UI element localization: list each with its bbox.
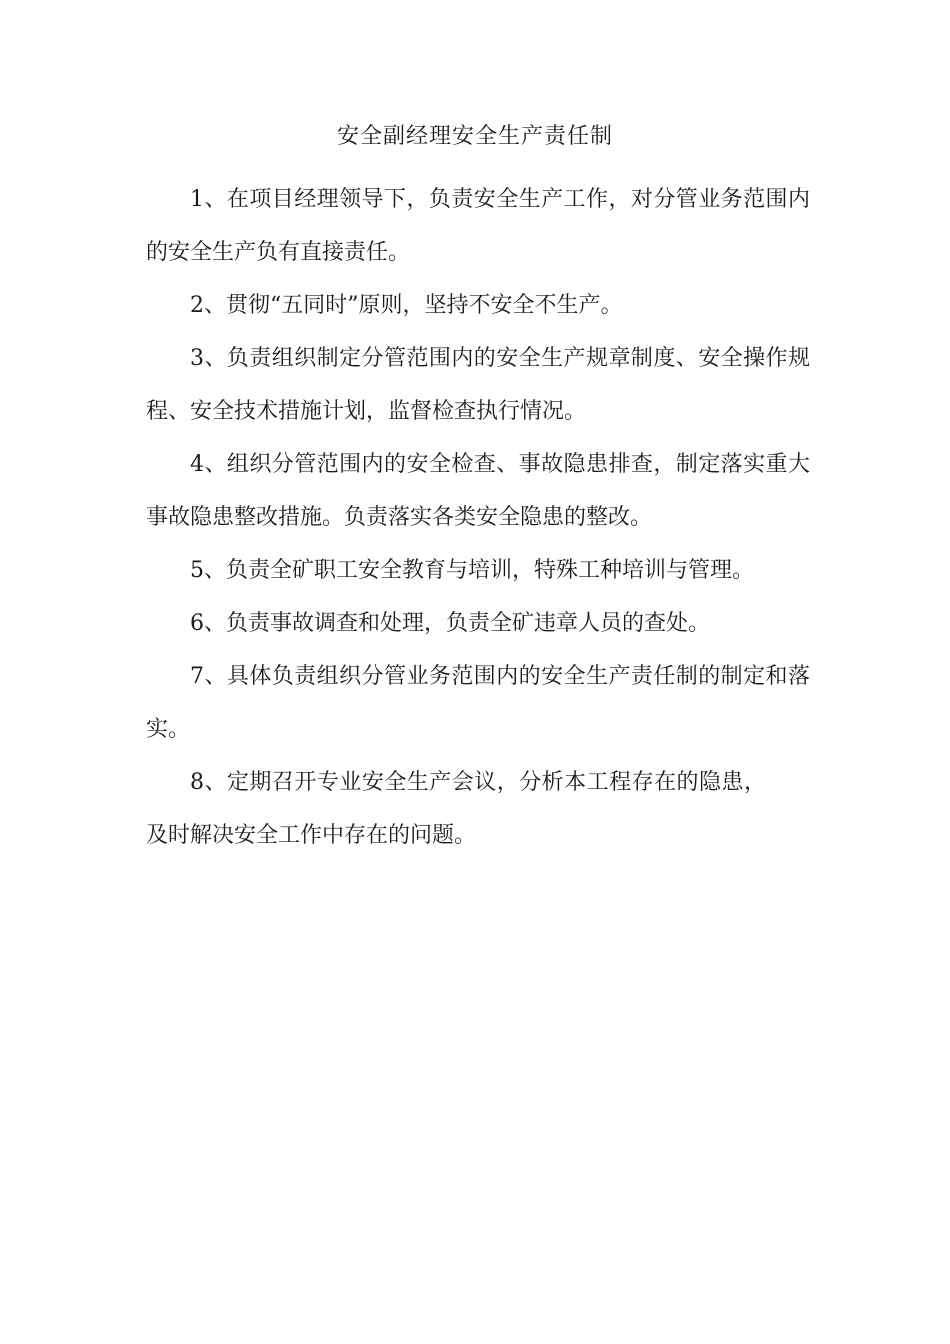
paragraph-2: 2、贯彻“五同时”原则，坚持不安全不生产。 (190, 293, 623, 318)
paragraph-8: 8、定期召开专业安全生产会议，分析本工程存在的隐患，及时解决安全工作中存在的问题。 (146, 770, 766, 848)
paragraph-7: 7、具体负责组织分管业务范围内的安全生产责任制的制定和落实。 (146, 664, 810, 742)
paragraph-3: 3、负责组织制定分管范围内的安全生产规章制度、安全操作规程、安全技术措施计划，监督检查执行情况。 (146, 346, 810, 424)
paragraph-4: 4、组织分管范围内的安全检查、事故隐患排查，制定落实重大事故隐患整改措施。负责落实各类安全隐患的整改。 (146, 452, 810, 530)
document-body (146, 173, 810, 862)
paragraph-5: 5、负责全矿职工安全教育与培训，特殊工种培训与管理。 (190, 558, 754, 583)
paragraph-6: 6、负责事故调查和处理，负责全矿违章人员的查处。 (190, 611, 710, 636)
paragraph-1: 1、在项目经理领导下，负责安全生产工作，对分管业务范围内的安全生产负有直接责任。 (146, 187, 810, 265)
document-title: 安全副经理安全生产责任制 (336, 124, 613, 149)
